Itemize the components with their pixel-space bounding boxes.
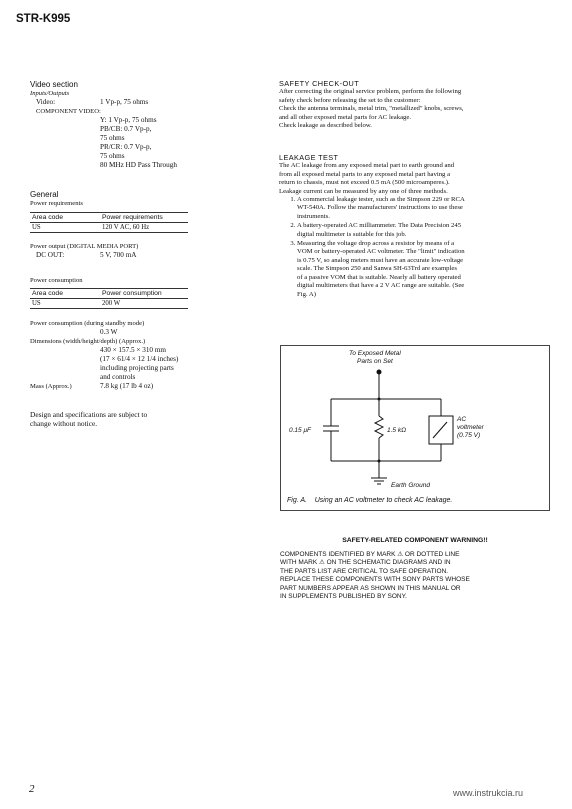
- component-value-line: 80 MHz HD Pass Through: [100, 161, 177, 169]
- power-cons-heading: Power consumption: [30, 277, 83, 284]
- step-line: digital multimeters that have a 2 V AC range are suitable. (See: [297, 282, 465, 290]
- step-line: digital multimeter is suitable for this job.: [297, 230, 407, 238]
- dimensions-line: and controls: [100, 373, 136, 381]
- junction-dot: [378, 460, 381, 463]
- label-line: To Exposed Metal: [349, 350, 401, 357]
- label-line: AC: [457, 416, 467, 423]
- step-line: WT-540A. Follow the manufacturers' instructions to use these: [297, 204, 463, 212]
- warning-body: [280, 551, 550, 601]
- table-cell: 200 W: [102, 299, 188, 309]
- leakage-intro-line: from all exposed metal parts to any exposed metal part having a: [279, 170, 451, 178]
- page-number: 2: [29, 783, 35, 795]
- leakage-intro-line: return to chassis, must not exceed 0.5 mA (500 microamperes.).: [279, 179, 450, 187]
- video-section: [30, 80, 177, 170]
- dimensions-line: (17 × 61/4 × 12 1/4 inches): [100, 355, 179, 363]
- warning-line: WITH MARK ⚠ ON THE SCHEMATIC DIAGRAMS AND IN: [280, 559, 451, 567]
- leakage-title: LEAKAGE TEST: [279, 153, 339, 162]
- watermark: www.instrukcia.ru: [453, 788, 524, 798]
- label-line: Parts on Set: [357, 358, 393, 365]
- step-line: VOM or battery-operated AC voltmeter. The "limit" indication: [297, 248, 465, 256]
- component-value-line: PB/CB: 0.7 Vp-p,: [100, 125, 152, 133]
- warning-line: PART NUMBERS APPEAR AS SHOWN IN THIS MANUAL OR: [280, 584, 461, 592]
- standby-value: 0.3 W: [100, 328, 118, 336]
- safety-line: and all other exposed metal parts for AC leakage.: [279, 113, 412, 121]
- leakage-step: [297, 240, 549, 299]
- misc-specs: [30, 319, 250, 391]
- table-header: Power consumption: [102, 289, 188, 299]
- component-value-line: 75 ohms: [100, 134, 125, 142]
- dimensions-values: [30, 346, 250, 382]
- io-heading: Inputs/Outputs: [30, 90, 70, 97]
- table-cell: US: [30, 223, 102, 233]
- component-value-line: 75 ohms: [100, 152, 125, 160]
- general-title: General: [30, 190, 59, 199]
- dimensions-label: Dimensions (width/height/depth) (Approx.): [30, 338, 146, 345]
- spec-note: [30, 410, 147, 428]
- label-line: voltmeter: [457, 424, 484, 431]
- standby-heading: Power consumption (during standby mode): [30, 320, 145, 327]
- note-line: change without notice.: [30, 419, 98, 428]
- dc-out-label: DC OUT:: [36, 251, 65, 259]
- power-req-table: [30, 212, 188, 233]
- leakage-intro-line: The AC leakage from any exposed metal part to earth ground and: [279, 162, 455, 170]
- safety-title: SAFETY CHECK-OUT: [279, 79, 360, 88]
- safety-line: safety check before releasing the set to the customer:: [279, 96, 421, 104]
- safety-line: After correcting the original service problem, perform the following: [279, 88, 462, 96]
- warning-title: SAFETY-RELATED COMPONENT WARNING!!: [342, 537, 488, 544]
- circuit-diagram: [281, 346, 549, 496]
- video-label: Video:: [36, 98, 56, 106]
- leakage-intro-line: Leakage current can be measured by any one of three methods.: [279, 187, 448, 195]
- voltmeter-label: [457, 416, 484, 440]
- safety-check-section: [279, 80, 549, 130]
- exposed-metal-label: [349, 350, 401, 366]
- video-value: 1 Vp-p, 75 ohms: [100, 98, 149, 106]
- step-line: of a passive VOM that is suitable. Nearly all battery operated: [297, 273, 461, 281]
- warning-line: COMPONENTS IDENTIFIED BY MARK ⚠ OR DOTTED LINE: [280, 551, 460, 558]
- table-header: Power requirements: [102, 213, 188, 223]
- power-cons-table: [30, 288, 188, 309]
- mass-value: 7.8 kg (17 lb 4 oz): [100, 382, 154, 390]
- leakage-section: [279, 154, 549, 300]
- video-section-title: Video section: [30, 80, 78, 89]
- safety-line: Check the antenna terminals, metal trim, "metallized" knobs, screws,: [279, 105, 464, 113]
- step-line: scale. The Simpson 250 and Sanwa SH-63Trd are examples: [297, 265, 457, 273]
- warning-line: THE PARTS LIST ARE CRITICAL TO SAFE OPERATION.: [280, 567, 449, 575]
- dc-out-value: 5 V, 700 mA: [100, 251, 137, 259]
- component-value-line: PR/CR: 0.7 Vp-p,: [100, 143, 152, 151]
- step-line: instruments.: [297, 212, 330, 220]
- earth-ground-label: Earth Ground: [391, 482, 431, 489]
- leakage-step: [297, 196, 549, 221]
- component-video-values: [30, 116, 177, 170]
- dimensions-line: including projecting parts: [100, 364, 174, 372]
- warning-line: IN SUPPLEMENTS PUBLISHED BY SONY.: [280, 593, 407, 601]
- table-header: Area code: [30, 213, 102, 223]
- step-line: 2. A battery-operated AC milliammeter. The Data Precision 245: [297, 222, 462, 230]
- step-line: 3. Measuring the voltage drop across a resistor by means of a: [297, 240, 455, 248]
- note-line: Design and specifications are subject to: [30, 410, 148, 419]
- table-cell: US: [30, 299, 102, 309]
- power-req-heading: Power requirements: [30, 200, 83, 207]
- safety-line: Check leakage as described below.: [279, 122, 372, 130]
- leakage-test-figure: [280, 345, 550, 511]
- junction-dot: [378, 398, 381, 401]
- component-video-label: COMPONENT VIDEO:: [36, 108, 101, 115]
- leakage-step: [297, 222, 549, 239]
- power-output-heading: Power output (DIGITAL MEDIA PORT): [30, 243, 139, 250]
- leakage-steps: [279, 196, 549, 299]
- figure-caption: Fig. A. Using an AC voltmeter to check AC leakage.: [287, 497, 453, 504]
- table-header: Area code: [30, 289, 102, 299]
- power-output-block: [30, 242, 230, 260]
- resistor-label: 1.5 kΩ: [387, 427, 407, 434]
- step-line: is 0.75 V, so analog meters must have an accurate low-voltage: [297, 256, 464, 264]
- dimensions-line: 430 × 157.5 × 310 mm: [100, 346, 167, 354]
- warning-line: REPLACE THESE COMPONENTS WITH SONY PARTS WHOSE: [280, 576, 470, 584]
- step-line: Fig. A): [297, 290, 316, 298]
- component-value-line: Y: 1 Vp-p, 75 ohms: [100, 116, 157, 124]
- table-cell: 120 V AC, 60 Hz: [102, 223, 188, 233]
- label-line: (0.75 V): [457, 432, 481, 439]
- mass-label: Mass (Approx.): [30, 383, 72, 390]
- model-title: STR-K995: [16, 13, 71, 25]
- general-section: [30, 190, 230, 208]
- step-line: 1. A commercial leakage tester, such as the Simpson 229 or RCA: [297, 196, 465, 204]
- capacitor-label: 0.15 μF: [289, 427, 311, 434]
